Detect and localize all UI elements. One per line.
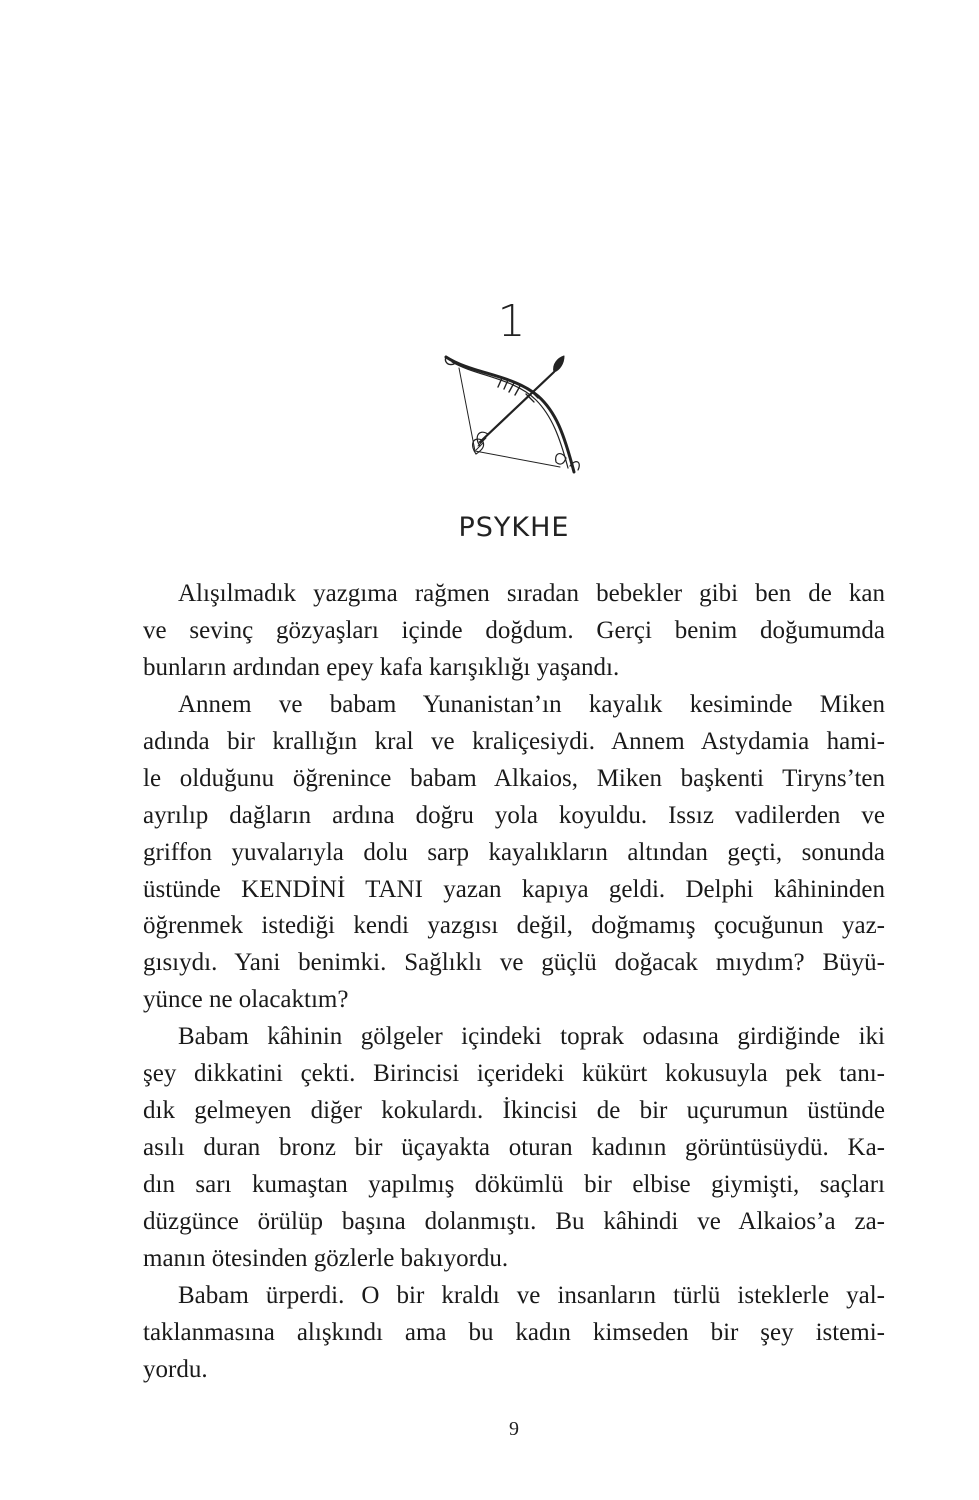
- paragraph: [143, 687, 885, 1019]
- text-line: düzgünce örülüp başına dolanmıştı. Bu kâhindi ve Alkaios’a za-: [143, 1207, 885, 1235]
- text-line: şey dikkatini çekti. Birincisi içerideki kükürt kokusuyla pek tanı-: [143, 1060, 885, 1088]
- paragraph: [143, 576, 885, 687]
- text-line: dın sarı kumaştan yapılmış dökümlü bir elbise giymişti, saçları: [143, 1171, 885, 1198]
- text-line: manın ötesinden gözlerle bakıyordu.: [143, 1244, 509, 1272]
- text-line: yordu.: [143, 1355, 208, 1383]
- paragraph: [143, 1278, 885, 1389]
- text-line: Babam ürperdi. O bir kraldı ve insanların türlü isteklerle yal-: [178, 1281, 885, 1309]
- text-line: asılı duran bronz bir üçayakta oturan kadının görüntüsüydü. Ka-: [143, 1134, 885, 1162]
- text-line: Alışılmadık yazgıma rağmen sıradan bebekler gibi ben de kan: [178, 580, 885, 607]
- bow-and-arrow-icon: [442, 354, 584, 484]
- paragraph: [143, 1019, 885, 1278]
- chapter-title: PSYKHE: [458, 512, 570, 543]
- page-number: 9: [509, 1418, 519, 1440]
- text-line: le olduğunu öğrenince babam Alkaios, Miken başkenti Tiryns’ten: [143, 764, 885, 792]
- text-line: ayrılıp dağların ardına doğru yola koyuldu. Issız vadilerden ve: [143, 801, 885, 829]
- text-line: gısıydı. Yani benimki. Sağlıklı ve güçlü doğacak mıydım? Büyü-: [143, 949, 885, 977]
- text-line: dık gelmeyen diğer kokulardı. İkincisi de bir uçurumun üstünde: [143, 1097, 885, 1125]
- text-line: griffon yuvalarıyla dolu sarp kayalıkların altından geçti, sonunda: [143, 838, 885, 866]
- text-line: üstünde KENDİNİ TANI yazan kapıya geldi. Delphi kâhininden: [143, 875, 885, 903]
- text-line: adında bir krallığın kral ve kraliçesiydi. Annem Astydamia hami-: [143, 727, 885, 755]
- text-line: ve sevinç gözyaşları içinde doğdum. Gerçi benim doğumumda: [143, 616, 885, 644]
- text-line: yünce ne olacaktım?: [143, 986, 349, 1014]
- text-line: Babam kâhinin gölgeler içindeki toprak odasına girdiğinde iki: [178, 1023, 885, 1051]
- chapter-number: 1: [497, 296, 527, 347]
- text-line: öğrenmek istediği kendi yazgısı değil, doğmamış çocuğunun yaz-: [143, 912, 885, 940]
- chapter-body-text: [143, 576, 885, 1389]
- text-line: bunların ardından epey kafa karışıklığı yaşandı.: [143, 653, 620, 681]
- text-line: taklanmasına alışkındı ama bu kadın kimseden bir şey istemi-: [143, 1318, 885, 1346]
- text-line: Annem ve babam Yunanistan’ın kayalık kesiminde Miken: [178, 690, 885, 718]
